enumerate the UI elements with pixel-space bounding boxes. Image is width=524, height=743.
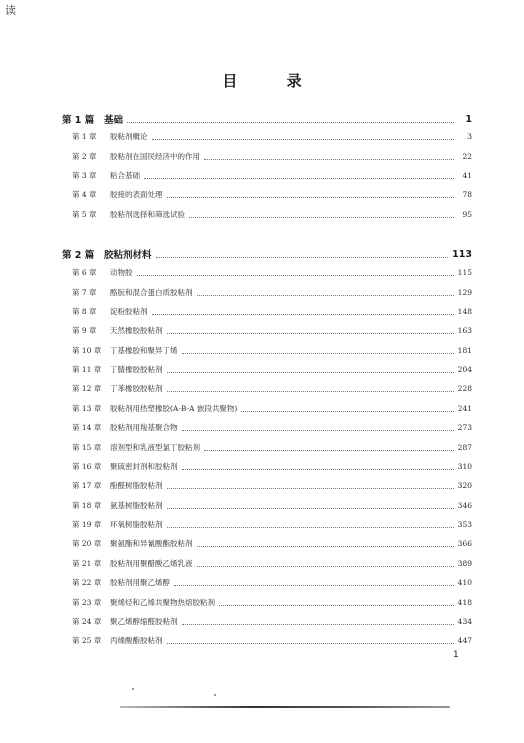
chapter-title: 氨基树脂胶粘剂 [110, 500, 163, 510]
chapter-number: 第 6 章 [72, 267, 97, 277]
dot-leader [144, 177, 454, 179]
chapter-page: 310 [457, 461, 472, 471]
chapter-number: 第 11 章 [72, 364, 102, 374]
toc-chapter-5[interactable] [72, 207, 472, 221]
chapter-title: 胶粘剂用聚醋酸乙烯乳液 [110, 558, 193, 568]
chapter-page: 148 [457, 306, 472, 316]
toc-chapter-23[interactable] [72, 595, 472, 609]
chapter-page: 228 [457, 383, 472, 393]
chapter-number: 第 22 章 [72, 577, 102, 587]
chapter-page: 447 [457, 635, 472, 645]
chapter-number: 第 20 章 [72, 538, 102, 548]
toc-chapter-9[interactable] [72, 323, 472, 337]
chapter-page: 273 [457, 422, 472, 432]
part-number: 第 2 篇 [62, 250, 95, 261]
chapter-number: 第 24 章 [72, 616, 102, 626]
dot-leader [197, 294, 454, 296]
chapter-page: 3 [467, 131, 472, 141]
toc-chapter-3[interactable] [72, 168, 472, 182]
chapter-title: 环氧树脂胶粘剂 [110, 519, 163, 529]
dot-leader [182, 468, 454, 470]
toc-chapter-10[interactable] [72, 343, 472, 357]
part-page: 1 [465, 113, 472, 125]
dot-leader [167, 371, 454, 373]
chapter-title: 淀粉胶粘剂 [110, 306, 148, 316]
chapter-page: 22 [462, 151, 472, 161]
dot-leader [152, 138, 455, 140]
chapter-number: 第 9 章 [72, 325, 97, 335]
chapter-page: 95 [462, 209, 472, 219]
chapter-number: 第 8 章 [72, 306, 97, 316]
scan-speck [214, 694, 216, 696]
dot-leader [167, 507, 454, 509]
chapter-title: 丁腈橡胶胶粘剂 [110, 364, 163, 374]
dot-leader [189, 216, 454, 218]
chapter-title: 胶粘剂在国民经济中的作用 [110, 151, 200, 161]
chapter-title: 聚硫密封剂和胶粘剂 [110, 461, 178, 471]
chapter-title: 胶粘剂用热塑橡胶(A-B-A 嵌段共聚物) [110, 403, 238, 413]
dot-leader [167, 526, 454, 528]
chapter-title: 酚醛树脂胶粘剂 [110, 480, 163, 490]
chapter-page: 418 [457, 597, 472, 607]
dot-leader [204, 158, 454, 160]
dot-leader [167, 332, 454, 334]
toc-part-1[interactable] [62, 111, 472, 127]
dot-leader [197, 545, 454, 547]
chapter-number: 第 19 章 [72, 519, 102, 529]
chapter-page: 78 [462, 189, 472, 199]
chapter-number: 第 17 章 [72, 480, 102, 490]
chapter-page: 129 [457, 287, 472, 297]
chapter-title: 聚氨酯和异氰酸酯胶粘剂 [110, 538, 193, 548]
chapter-number: 第 14 章 [72, 422, 102, 432]
dot-leader [241, 410, 453, 412]
chapter-page: 434 [457, 616, 472, 626]
toc-chapter-6[interactable] [72, 265, 472, 279]
chapter-page: 115 [457, 267, 472, 277]
scan-artifact-line [120, 706, 450, 708]
chapter-title: 胶粘剂选择和筛选试验 [110, 209, 185, 219]
toc-chapter-20[interactable] [72, 536, 472, 550]
chapter-page: 163 [457, 325, 472, 335]
chapter-number: 第 16 章 [72, 461, 102, 471]
chapter-number: 第 2 章 [72, 151, 97, 161]
toc-chapter-25[interactable] [72, 633, 472, 647]
chapter-title: 丁基橡胶和聚异丁烯 [110, 345, 178, 355]
chapter-title: 胶粘剂概论 [110, 131, 148, 141]
toc-chapter-1[interactable] [72, 129, 472, 143]
chapter-number: 第 15 章 [72, 442, 102, 452]
toc-chapter-17[interactable] [72, 478, 472, 492]
chapter-title: 胶接的表面处理 [110, 189, 163, 199]
dot-leader [182, 429, 454, 431]
dot-leader [197, 565, 454, 567]
toc-chapter-16[interactable] [72, 459, 472, 473]
chapter-title: 丙烯酸酯胶粘剂 [110, 635, 163, 645]
chapter-page: 41 [462, 170, 472, 180]
chapter-page: 410 [457, 577, 472, 587]
chapter-page: 346 [457, 500, 472, 510]
chapter-page: 353 [457, 519, 472, 529]
chapter-number: 第 23 章 [72, 597, 102, 607]
toc-part-2[interactable] [62, 246, 472, 262]
dot-leader [182, 623, 454, 625]
toc-chapter-22[interactable] [72, 575, 472, 589]
toc-chapter-18[interactable] [72, 498, 472, 512]
dot-leader [152, 313, 454, 315]
part-title: 胶粘剂材料 [104, 250, 152, 261]
toc-chapter-11[interactable] [72, 362, 472, 376]
toc-chapter-13[interactable] [72, 401, 472, 415]
chapter-number: 第 10 章 [72, 345, 102, 355]
dot-leader [167, 196, 455, 198]
toc-chapter-19[interactable] [72, 517, 472, 531]
toc-chapter-2[interactable] [72, 149, 472, 163]
scan-speck [132, 688, 134, 690]
chapter-page: 204 [457, 364, 472, 374]
toc-chapter-7[interactable] [72, 285, 472, 299]
toc-chapter-8[interactable] [72, 304, 472, 318]
part-number: 第 1 篇 [62, 115, 95, 126]
chapter-page: 181 [457, 345, 472, 355]
toc-chapter-4[interactable] [72, 187, 472, 201]
dot-leader [204, 449, 454, 451]
chapter-number: 第 25 章 [72, 635, 102, 645]
chapter-number: 第 12 章 [72, 383, 102, 393]
part-page: 113 [452, 248, 472, 260]
toc-chapter-14[interactable] [72, 420, 472, 434]
dot-leader [219, 604, 454, 606]
chapter-number: 第 13 章 [72, 403, 102, 413]
dot-leader [167, 642, 454, 644]
chapter-title: 溶剂型和乳液型氯丁胶粘剂 [110, 442, 200, 452]
chapter-number: 第 7 章 [72, 287, 97, 297]
dot-leader [167, 390, 454, 392]
toc-chapter-15[interactable] [72, 440, 472, 454]
chapter-number: 第 1 章 [72, 131, 97, 141]
toc-chapter-12[interactable] [72, 381, 472, 395]
page-title: 目 录 [222, 72, 324, 90]
toc-chapter-24[interactable] [72, 614, 472, 628]
dot-leader [182, 352, 454, 354]
chapter-title: 聚烯烃和乙烯共聚物热熔胶粘剂 [110, 597, 215, 607]
dot-leader [167, 487, 454, 489]
chapter-title: 胶粘剂用聚乙烯醇 [110, 577, 170, 587]
page-number: 1 [453, 650, 459, 660]
dot-leader [127, 121, 454, 123]
toc-chapter-21[interactable] [72, 556, 472, 570]
chapter-page: 389 [457, 558, 472, 568]
chapter-number: 第 5 章 [72, 209, 97, 219]
chapter-number: 第 21 章 [72, 558, 102, 568]
chapter-title: 胶粘剂用羧基聚合物 [110, 422, 178, 432]
chapter-page: 287 [457, 442, 472, 452]
chapter-page: 241 [457, 403, 472, 413]
chapter-page: 320 [457, 480, 472, 490]
chapter-title: 动物胶 [110, 267, 133, 277]
part-title: 基础 [104, 115, 124, 126]
dot-leader [156, 256, 449, 258]
chapter-number: 第 4 章 [72, 189, 97, 199]
chapter-title: 聚乙烯醇缩醛胶粘剂 [110, 616, 178, 626]
dot-leader [174, 584, 454, 586]
dot-leader [137, 274, 454, 276]
chapter-title: 粘合基础 [110, 170, 140, 180]
chapter-number: 第 3 章 [72, 170, 97, 180]
chapter-number: 第 18 章 [72, 500, 102, 510]
chapter-title: 天然橡胶胶粘剂 [110, 325, 163, 335]
chapter-title: 丁苯橡胶胶粘剂 [110, 383, 163, 393]
chapter-page: 366 [457, 538, 472, 548]
corner-mark: 读 [5, 4, 16, 17]
chapter-title: 酪朊和混合蛋白质胶粘剂 [110, 287, 193, 297]
